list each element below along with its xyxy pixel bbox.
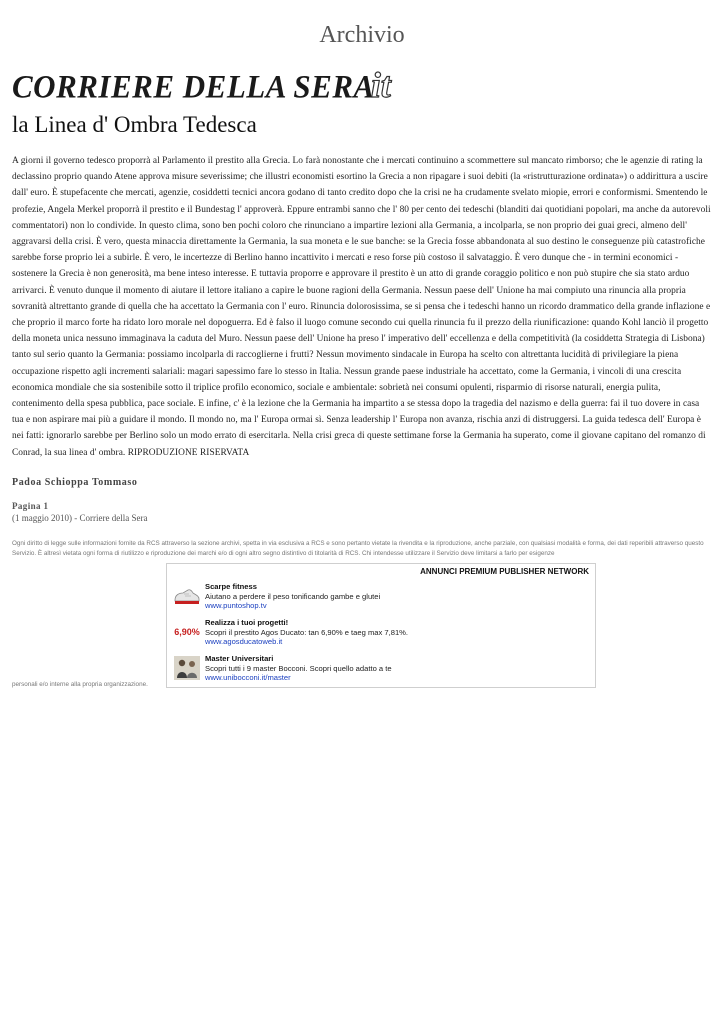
ad-item[interactable]: [167, 654, 595, 684]
ads-header: ANNUNCI PREMIUM PUBLISHER NETWORK: [420, 567, 589, 576]
section-title: Archivio: [319, 22, 405, 48]
people-icon: [173, 656, 201, 680]
rate-text: 6,90%: [174, 627, 200, 637]
ad-title: Scarpe fitness: [205, 582, 257, 591]
ad-description: Aiutano a perdere il peso tonificando gambe e glutei: [205, 591, 381, 601]
article-title: la Linea d' Ombra Tedesca: [12, 112, 257, 137]
legal-notice: Ogni diritto di legge sulle informazioni fornite da RCS attraverso la sezione archivi, spetta in via esclusiva a RCS e sono pertanto vietate la rivendita e la riproduzione, anche parziale, con qualsiasi modalità e forma, dei dati reperibili attraverso questo Servizio. È altresì vietata ogni forma di riutilizzo e riproduzione dei marchi e/o di ogni altro segno distintivo di titolarità di RCS. Chi intendesse utilizzare il Servizio deve limitarsi a farlo per esigenze: [12, 540, 704, 557]
newspaper-logo[interactable]: [12, 65, 391, 105]
ads-box: [166, 563, 596, 688]
logo-wordmark: CORRIERE DELLA SERA: [12, 68, 375, 105]
rate-badge: [173, 620, 201, 644]
ad-description: Scopri il prestito Agos Ducato: tan 6,90% e taeg max 7,81%.: [205, 627, 409, 637]
ad-title: Master Universitari: [205, 654, 274, 663]
legal-notice-tail: personali e/o interne alla propria organizzazione.: [12, 681, 148, 688]
ad-item[interactable]: [167, 618, 595, 648]
shoe-icon: [173, 584, 201, 608]
ad-item[interactable]: [167, 582, 595, 612]
ad-link[interactable]: www.puntoshop.tv: [205, 601, 267, 611]
ad-title: Realizza i tuoi progetti!: [205, 618, 289, 627]
logo-suffix: it: [370, 65, 391, 105]
article-author: Padoa Schioppa Tommaso: [12, 477, 138, 488]
ad-description: Scopri tutti i 9 master Bocconi. Scopri quello adatto a te: [205, 663, 392, 673]
article-date-source: (1 maggio 2010) - Corriere della Sera: [12, 513, 148, 523]
page-number: Pagina 1: [12, 501, 49, 511]
ad-link[interactable]: www.agosducatoweb.it: [205, 637, 283, 647]
article-body: A giorni il governo tedesco proporrà al Parlamento il prestito alla Grecia. Lo farà nonostante che i mercati continuino a scommettere sul mancato rimborso; che le agenzie di rating la declassino proprio quando Atene approva misure severissime; che illustri economisti esortino la Grecia a non ripagare i suoi debiti (la «ristrutturazione ordinata») o addirittura a uscire dall' euro. È stupefacente che mercati, agenzie, cosiddetti tecnici ancora godano di tanto credito dopo che la crisi ne ha crudamente svelato miopie, errori e conformismi. Smentendo le profezie, Angela Merkel proporrà il prestito e il Bundestag l' approverà. Eppure entrambi sanno che l' 80 per cento dei tedeschi (blanditi dai quotidiani popolari, ma anche da autorevoli commentatori) non lo condivide. In questo clima, sono ben pochi coloro che rinunciano a impartire lezioni alla Germania, a incolparla, se non proprio dei guai greci, almeno dell' aggravarsi della crisi. È vero, questa minaccia direttamente la Germania, la sua moneta e le sue banche: se la Grecia fosse abbandonata al suo destino le conseguenze più catastrofiche sarebbe forse proprio lei a subirle. È vero, le incertezze di Berlino hanno incattivito i mercati e reso forse più costoso il salvataggio. È vero dunque che - in termini economici - sostenere la Grecia è non generosità, ma bene inteso interesse. E tuttavia proporre e approvare il prestito è un atto di grande coraggio politico e non può stupire che sia stato arduo arrivarci. È venuto dunque il momento di aiutare il lettore italiano a capire le buone ragioni della Germania. Nessun paese dell' Unione ha mai compiuto una rinuncia alla propria sovranità altrettanto grande di quella che ha accettato la Germania con l' euro. Rinuncia dolorosissima, se si pensa che i tedeschi hanno un ricordo drammatico della grande inflazione e che proprio il marco forte ha ridato loro morale nel dopoguerra. Ed è falso il luogo comune secondo cui quella rinuncia fu il prezzo della riunificazione: quando Kohl lanciò il progetto della moneta unica nessuno immaginava la caduta del Muro. Nessun paese dell' Unione ha preso l' imperativo dell' eccellenza e della competitività (la cosiddetta Strategia di Lisbona) tanto sul serio quanto la Germania: possiamo incolparla di raccoglierne i frutti? Nessun movimento sindacale in Europa ha scelto con altrettanta lucidità di privilegiare la piena occupazione rispetto agli incrementi salariali: magari sapessimo fare lo stesso in Italia. Nessun grande paese industriale ha accettato, come la Germania, i vincoli di una crescita economica mondiale che sia sostenibile sotto il triplice profilo economico, sociale e ambientale: sobrietà nei consumi opulenti, risparmio di risorse naturali, energia pulita, contenimento della spesa pubblica, pace sociale. E infine, c' è la lezione che la Germania ha impartito a se stessa dopo la tragedia del nazismo e della guerra: fai il tuo dovere in casa tua e non aspirare mai più a guidare il mondo. Il mondo no, ma l' Europa ormai sì. Senza leadership l' Europa non avanza, rischia anzi di distruggersi. La guida tedesca dell' Europa è nei fatti: ignorarlo sarebbe per Berlino solo un modo errato di esercitarla. Nella crisi greca di queste settimane forse la Germania ha superato, come il giovane capitano del romanzo di Conrad, la sua linea d' ombra. RIPRODUZIONE RISERVATA: [12, 156, 711, 458]
ad-link[interactable]: www.unibocconi.it/master: [205, 673, 291, 683]
